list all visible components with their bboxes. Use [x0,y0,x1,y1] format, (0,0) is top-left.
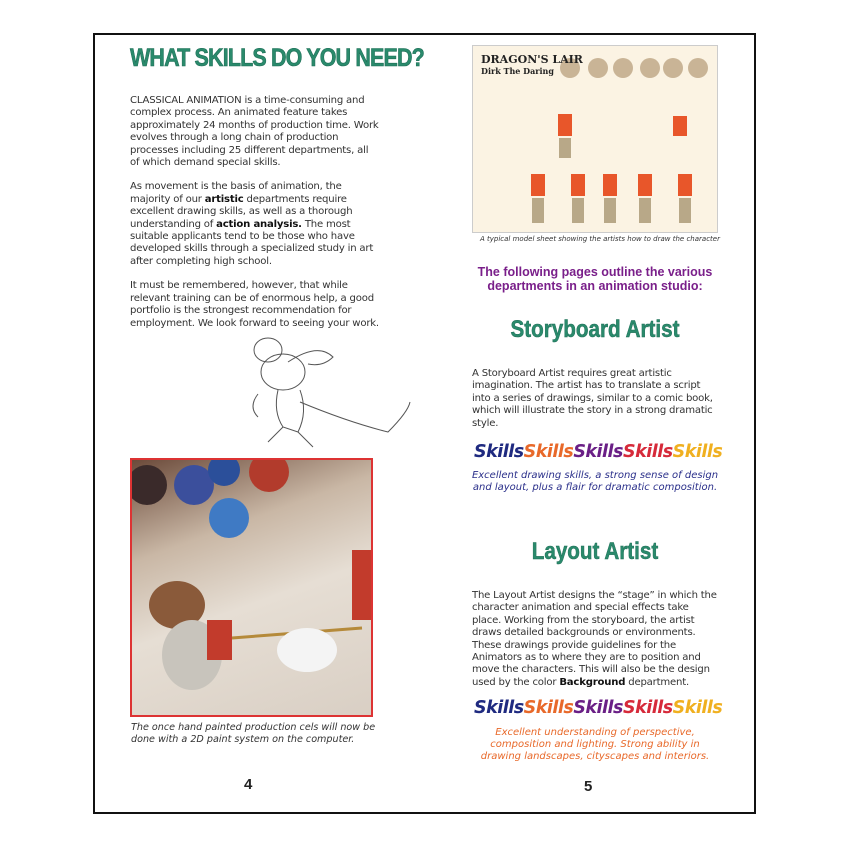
page-number-left: 4 [244,776,253,793]
storyboard-description: A Storyboard Artist requires great artistic imagination. The artist has to translate a script into a series of drawings, similar to a comic book, which will illustrate the story in a strong dramatic style. [472,368,713,429]
model-sheet-caption: A typical model sheet showing the artists how to draw the character [480,235,720,243]
intro-text [130,95,380,342]
page-number-right: 5 [584,778,593,795]
paragraph: As movement is the basis of animation, the majority of our artistic departments require excellent drawing skills, as well as a thorough understanding of action analysis. The most suitable applicants tend to be those who have developed skills through a specialized study in art after completing high school. [130,181,374,267]
paint-cel-photo [130,458,373,717]
page-title: WHAT SKILLS DO YOU NEED? [130,44,424,72]
mouse-sketch-illustration [238,332,418,457]
layout-description: The Layout Artist designs the “stage” in which the character animation and special effects take place. Working from the storyboard, the artist draws detailed backgrounds or environments. These drawings provide guidelines for the Animators as to where they are to position and move the characters. This will also be the design used by the color Background department. [472,590,717,688]
model-sheet-logo: DRAGON'S LAIR Dirk The Daring [481,53,583,76]
photo-caption: The once hand painted production cels will now be done with a 2D paint system on the computer. [131,722,376,745]
paint-jars-and-mouse-cel [132,460,373,717]
storyboard-skills-description: Excellent drawing skills, a strong sense of design and layout, plus a flair for dramatic composition. [471,470,719,493]
paragraph: It must be remembered, however, that while relevant training can be of enormous help, a good portfolio is the strongest recommendation for employment. We look forward to seeing your work. [130,280,379,329]
section-heading-layout: Layout Artist [531,538,659,565]
departments-intro: The following pages outline the various departments in an animation studio: [477,265,713,293]
model-sheet-image [472,45,718,233]
paragraph: CLASSICAL ANIMATION is a time-consuming and complex process. An animated feature takes approximately 24 months of production time. Work evolves through a long chain of production processes including 25 different departments, all of which demand special skills. [130,95,379,169]
section-heading-storyboard: Storyboard Artist [510,316,680,343]
layout-skills-description: Excellent understanding of perspective, composition and lighting. Strong ability in drawing landscapes, cityscapes and interiors. [480,727,710,762]
storyboard-skills-banner: SkillsSkillsSkillsSkillsSkills [474,442,723,462]
layout-skills-banner: SkillsSkillsSkillsSkillsSkills [474,698,723,718]
